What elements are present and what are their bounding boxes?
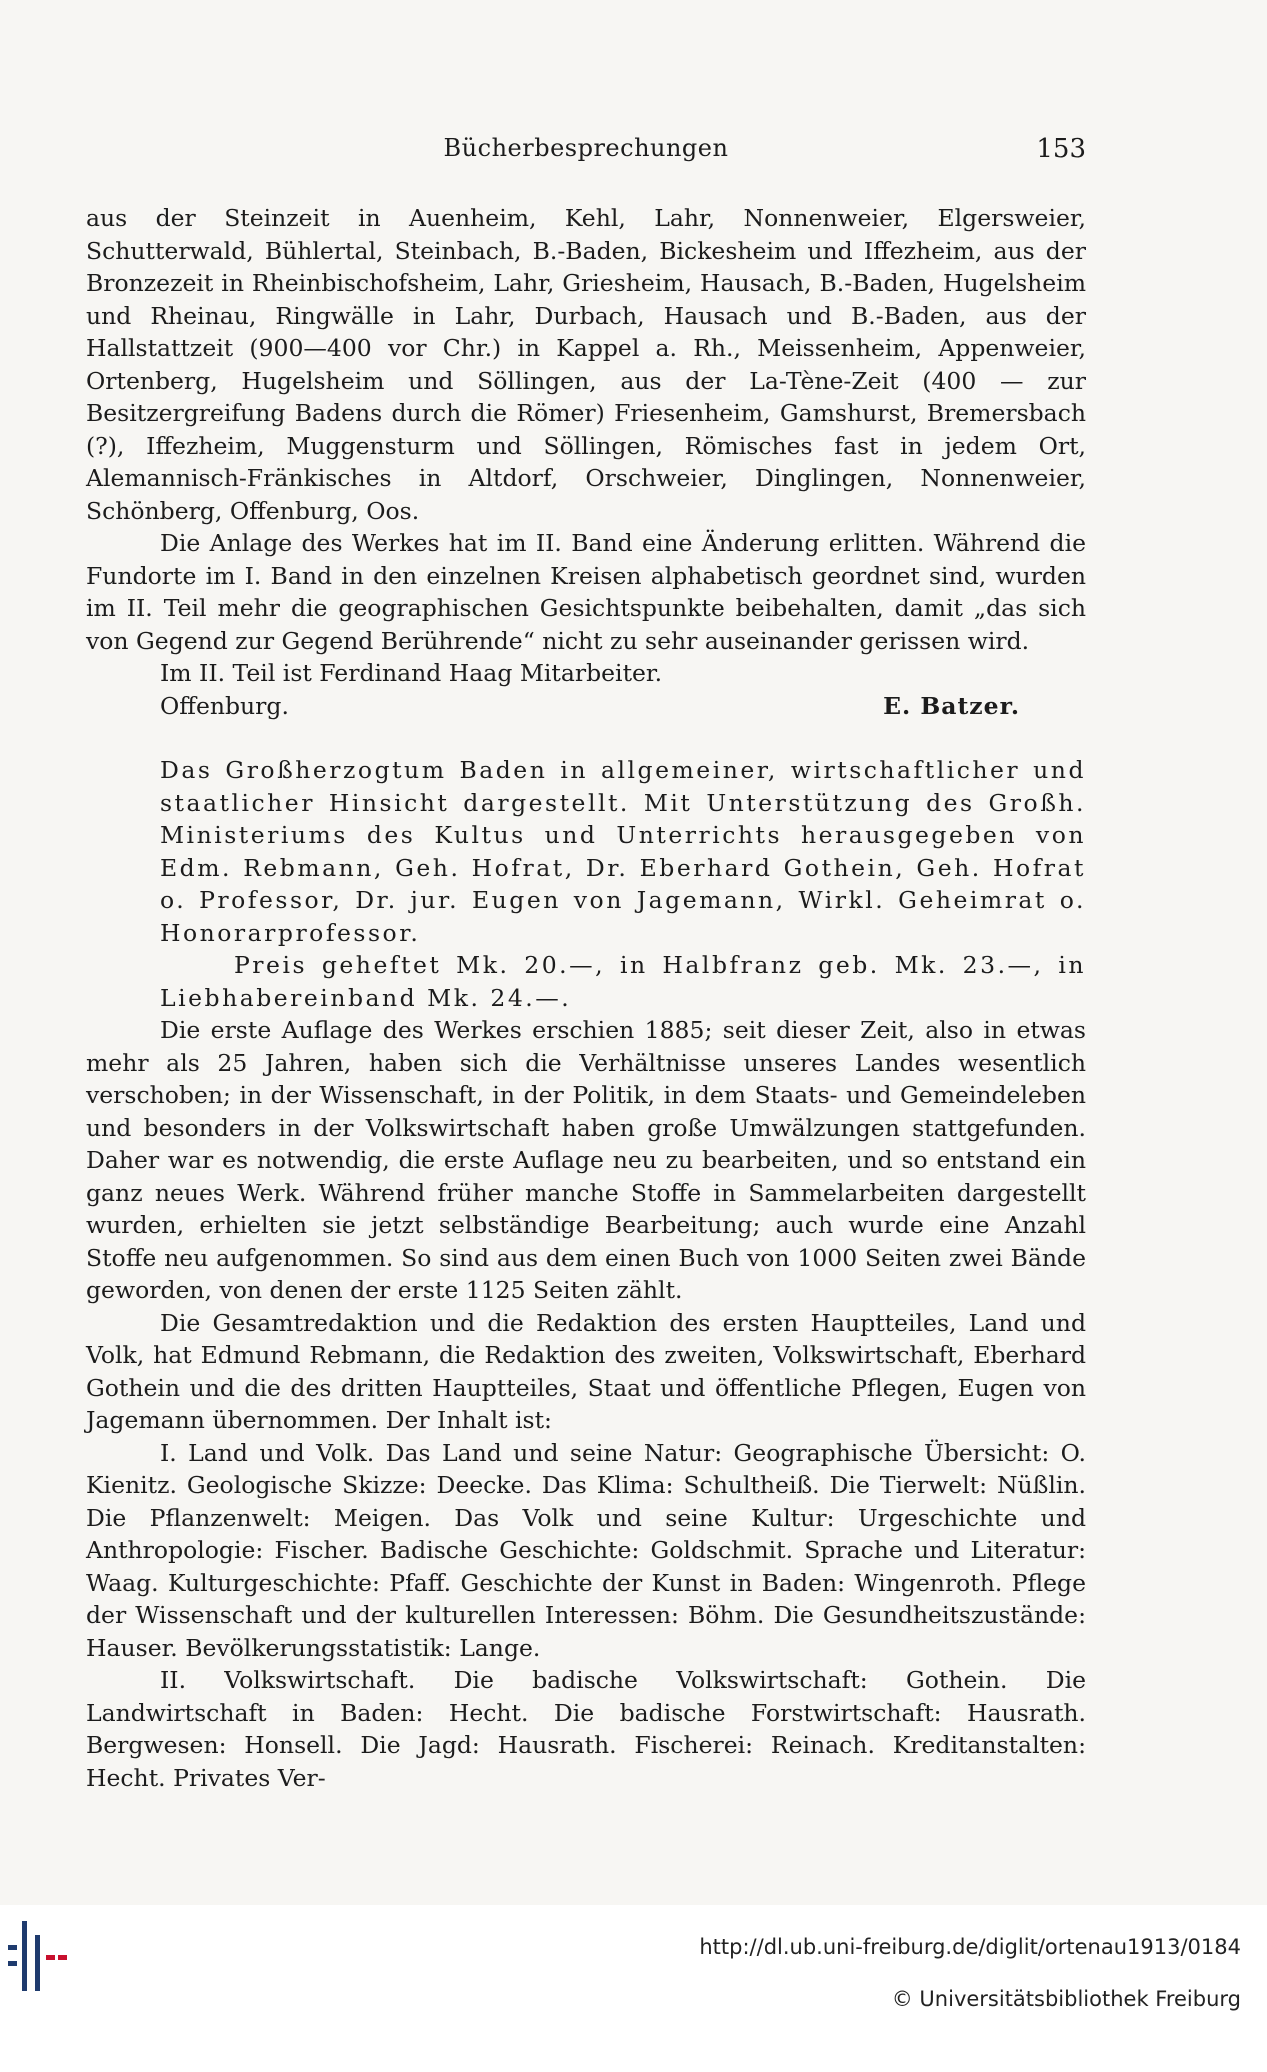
source-url[interactable]: http://dl.ub.uni-freiburg.de/diglit/ortenau1913/0184 xyxy=(699,1935,1241,1959)
page-number: 153 xyxy=(1036,134,1086,164)
running-head: Bücherbesprechungen xyxy=(443,134,729,162)
paragraph-fundorte: aus der Steinzeit in Auenheim, Kehl, Lahr, Nonnenweier, Elgersweier, Schutterwald, Bühlertal, Steinbach, B.-Baden, Bickesheim und Iffezheim, aus der Bronzezeit in Rheinbischofsheim, Lahr, Griesheim, Hausach, B.-Baden, Hugelsheim und Rheinau, Ringwälle in Lahr, Durbach, Hausach und B.-Baden, aus der Hallstattzeit (900—400 vor Chr.) in Kappel a. Rh., Meissenheim, Appenweier, Ortenberg, Hugelsheim und Söllingen, aus der La-Tène-Zeit (400 — zur Besitzergreifung Badens durch die Römer) Friesenheim, Gamshurst, Bremersbach (?), Iffezheim, Muggensturm und Söllingen, Römisches fast in jedem Ort, Alemannisch-Fränkisches in Altdorf, Orschweier, Dinglingen, Nonnenweier, Schönberg, Offenburg, Oos. xyxy=(86,204,1086,525)
paragraph-volkswirtschaft: II. Volkswirtschaft. Die badische Volkswirtschaft: Gothein. Die Landwirtschaft in Baden: Hecht. Die badische Forstwirtschaft: Hausrath. Bergwesen: Honsell. Die Jagd: Hausrath. Fischerei: Reinach. Kreditanstalten: Hecht. Privates Ver- xyxy=(86,1666,1086,1792)
review-title: Das Großherzogtum Baden in allgemeiner, wirtschaftlicher und staatlicher Hinsicht dargestellt. Mit Unterstützung des Großh. Ministeriums des Kultus und Unterrichts herausgegeben von Edm. Rebmann, Geh. Hofrat, Dr. Eberhard Gothein, Geh. Hofrat o. Professor, Dr. jur. Eugen von Jagemann, Wirkl. Geheimrat o. Honorarprofessor. xyxy=(160,756,1086,947)
paragraph-redaktion: Die Gesamtredaktion und die Redaktion des ersten Hauptteiles, Land und Volk, hat Edmund Rebmann, die Redaktion des zweiten, Volkswirtschaft, Eberhard Gothein und die des dritten Hauptteiles, Staat und öffentliche Pflegen, Eugen von Jagemann übernommen. Der Inhalt ist: xyxy=(86,1308,1086,1434)
ub-freiburg-logo-icon xyxy=(8,1921,68,1991)
paragraph-anlage: Die Anlage des Werkes hat im II. Band eine Änderung erlitten. Während die Fundorte im I. Band in den einzelnen Kreisen alphabetisch geordnet sind, wurden im II. Teil mehr die geographischen Gesichtspunkte beibehalten, damit „das sich von Gegend zur Gegend Berührende“ nicht zu sehr auseinander gerissen wird. xyxy=(86,529,1086,655)
paragraph-mitarbeiter: Im II. Teil ist Ferdinand Haag Mitarbeiter. xyxy=(160,659,663,687)
signature-author: E. Batzer. xyxy=(883,691,1020,720)
signature-place: Offenburg. xyxy=(160,691,289,720)
page-header xyxy=(86,134,1086,174)
review-heading xyxy=(86,754,1086,1014)
paragraph-auflage: Die erste Auflage des Werkes erschien 1885; seit dieser Zeit, also in etwas mehr als 25 Jahren, haben sich die Verhältnisse unseres Landes wesentlich verschoben; in der Wissenschaft, in der Politik, in dem Staats- und Gemeindeleben und besonders in der Volkswirtschaft haben große Umwälzungen stattgefunden. Daher war es notwendig, die erste Auflage neu zu bearbeiten, und so entstand ein ganz neues Werk. Während früher manche Stoffe in Sammelarbeiten dargestellt wurden, erhielten sie jetzt selbständige Bearbeitung; auch wurde eine Anzahl Stoffe neu aufgenommen. So sind aus dem einen Buch von 1000 Seiten zwei Bände geworden, von denen der erste 1125 Seiten zählt. xyxy=(86,1016,1086,1304)
page-footer xyxy=(0,1905,1267,2072)
signature-row xyxy=(86,690,1086,723)
page-body xyxy=(86,202,1086,1794)
copyright-notice: © Universitätsbibliothek Freiburg xyxy=(891,1987,1241,2011)
paragraph-land-und-volk: I. Land und Volk. Das Land und seine Natur: Geographische Übersicht: O. Kienitz. Geologische Skizze: Deecke. Das Klima: Schultheiß. Die Tierwelt: Nüßlin. Die Pflanzenwelt: Meigen. Das Volk und seine Kultur: Urgeschichte und Anthropologie: Fischer. Badische Geschichte: Goldschmit. Sprache und Literatur: Waag. Kulturgeschichte: Pfaff. Geschichte der Kunst in Baden: Wingenroth. Pflege der Wissenschaft und der kulturellen Interessen: Böhm. Die Gesundheitszustände: Hauser. Bevölkerungsstatistik: Lange. xyxy=(86,1438,1086,1662)
review-price: Preis geheftet Mk. 20.—, in Halbfranz geb. Mk. 23.—, in Liebhabereinband Mk. 24.—. xyxy=(160,951,1086,1012)
